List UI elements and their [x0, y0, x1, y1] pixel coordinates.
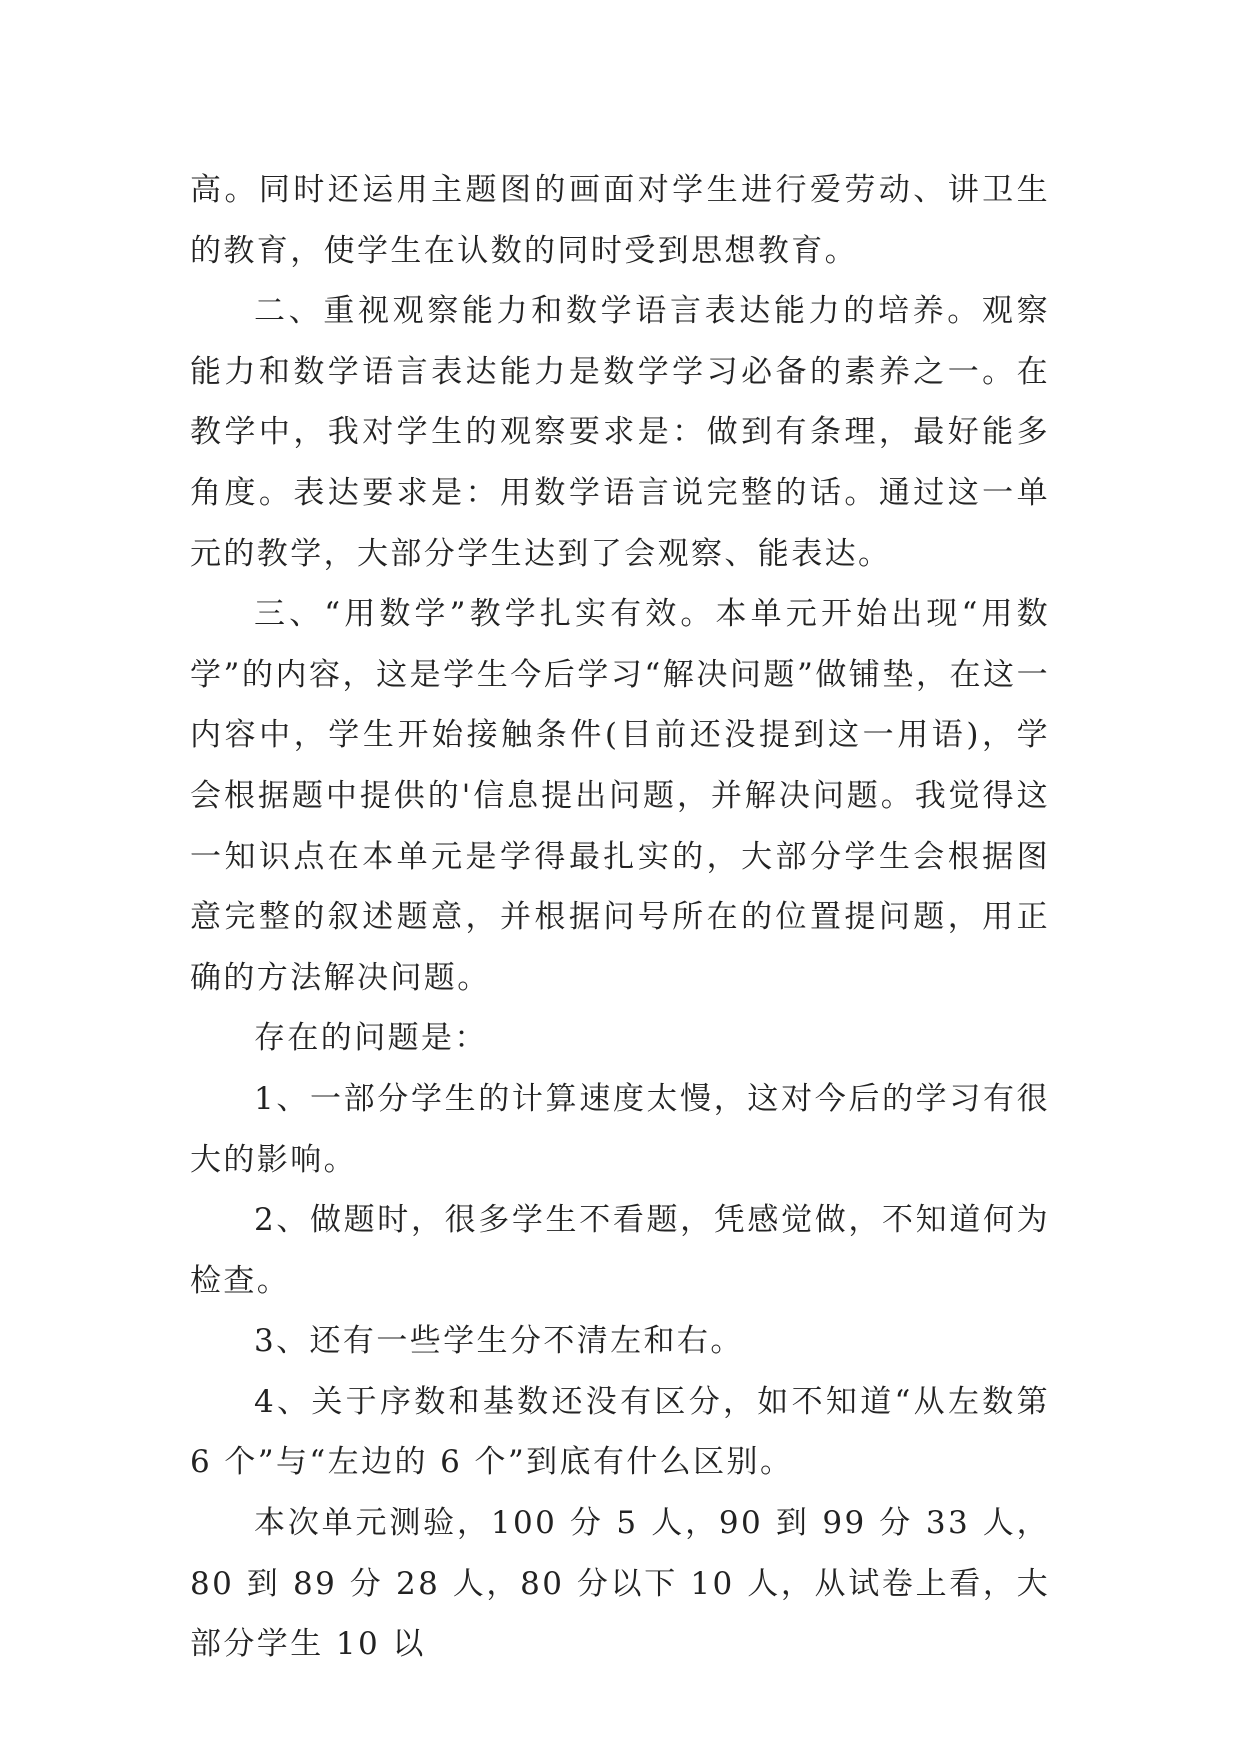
paragraph-use-math: 三、“用数学”教学扎实有效。本单元开始出现“用数学”的内容，这是学生今后学习“解决问题”做铺垫，在这一内容中，学生开始接触条件(目前还没提到这一用语)，学会根据题中提供的'信息提出问题，并解决问题。我觉得这一知识点在本单元是学得最扎实的，大部分学生会根据图意完整的叙述题意，并根据问号所在的位置提问题，用正确的方法解决问题。 [190, 596, 1050, 996]
paragraph-problem-1: 1、一部分学生的计算速度太慢，这对今后的学习有很大的影响。 [190, 1080, 1050, 1178]
document-body [190, 160, 1050, 1675]
paragraph-observation-ability: 二、重视观察能力和数学语言表达能力的培养。观察能力和数学语言表达能力是数学学习必备的素养之一。在教学中，我对学生的观察要求是：做到有条理，最好能多角度。表达要求是：用数学语言说完整的话。通过这一单元的教学，大部分学生达到了会观察、能表达。 [190, 293, 1050, 572]
paragraph-problem-4: 4、关于序数和基数还没有区分，如不知道“从左数第 6 个”与“左边的 6 个”到底有什么区别。 [190, 1383, 1050, 1481]
paragraph-problem-2: 2、做题时，很多学生不看题，凭感觉做，不知道何为检查。 [190, 1202, 1050, 1299]
paragraph-test-results: 本次单元测验，100 分 5 人，90 到 99 分 33 人，80 到 89 分 28 人，80 分以下 10 人，从试卷上看，大部分学生 10 以 [190, 1505, 1050, 1663]
paragraph-problems-heading: 存在的问题是： [254, 1020, 488, 1057]
paragraph-continuation: 高。同时还运用主题图的画面对学生进行爱劳动、讲卫生的教育，使学生在认数的同时受到思想教育。 [190, 172, 1050, 269]
paragraph-problem-3: 3、还有一些学生分不清左和右。 [254, 1323, 744, 1360]
